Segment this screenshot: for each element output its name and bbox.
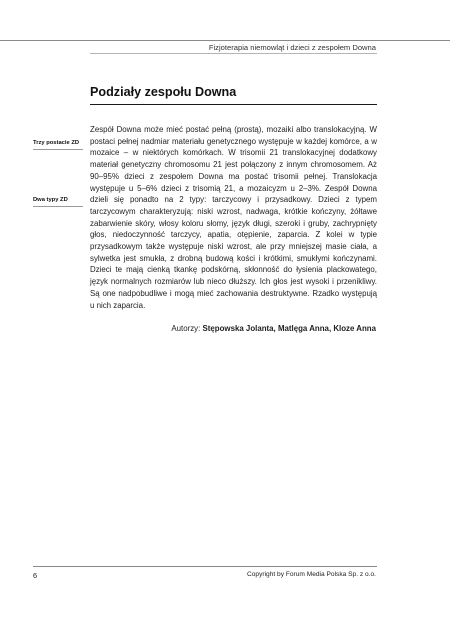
authors-names: Stępowska Jolanta, Matlęga Anna, Kloze Anna [202,324,376,333]
side-label-dwa-typy: Dwa typy ZD [33,197,68,203]
authors-label: Autorzy: [171,324,201,333]
running-title: Fizjoterapia niemowląt i dzieci z zespołem Downa [208,43,376,52]
title-rule [90,104,377,105]
authors-line [171,324,376,333]
side-label-trzy-postacie: Trzy postacie ZD [33,140,80,146]
header-rule [0,40,450,41]
side-label-rule [33,149,83,150]
page-number: 6 [33,571,38,580]
copyright: Copyright by Forum Media Polska Sp. z o.o. [247,571,376,578]
header-subrule [90,53,377,54]
body-text [90,124,377,311]
footer-rule [33,566,377,567]
side-label-rule [33,206,83,207]
section-title: Podziały zespołu Downa [90,85,237,99]
body-paragraph: Zespół Downa może mieć postać pełną (prostą), mozaiki albo translokacyjną. W postaci pełnej nadmiar materiału genetycznego występuje w każdej komórce, a w mozaice – w niektórych komórkach. W trisomii 21 translokacyjnej dodatkowy materiał genetyczny chromosomu 21 jest połączony z innym chromosomem. Aż 90–95% dzieci z zespołem Downa ma postać trisomii pełnej. Translokacja występuje u 5–6% dzieci z trisomią 21, a mozaicyzm u 2–3%. Zespół Downa dzieli się ponadto na 2 typy: tarczycowy i przysadkowy. Dzieci z typem tarczycowym charakteryzują: niski wzrost, nadwaga, krótkie kończyny, żółtawe zabarwienie skóry, włosy koloru słomy, język długi, szeroki i gruby, zachrypnięty głos, niedoczynność tarczycy, apatia, otępienie, zaparcia. Z kolei w typie przysadkowym także występuje niski wzrost, ale przy mniejszej masie ciała, a sylwetka jest smukła, z drobną budową kości i krótkimi, smukłymi kończynami. Dzieci te mają cienką tkankę podskórną, skłonność do łysienia plackowatego, język normalnych rozmiarów lub nieco dłuższy. Ich głos jest wysoki i przenikliwy. Są one nadpobudliwe i mogą mieć zachowania destruktywne. Rzadko występują u nich zaparcia. [90,125,377,310]
